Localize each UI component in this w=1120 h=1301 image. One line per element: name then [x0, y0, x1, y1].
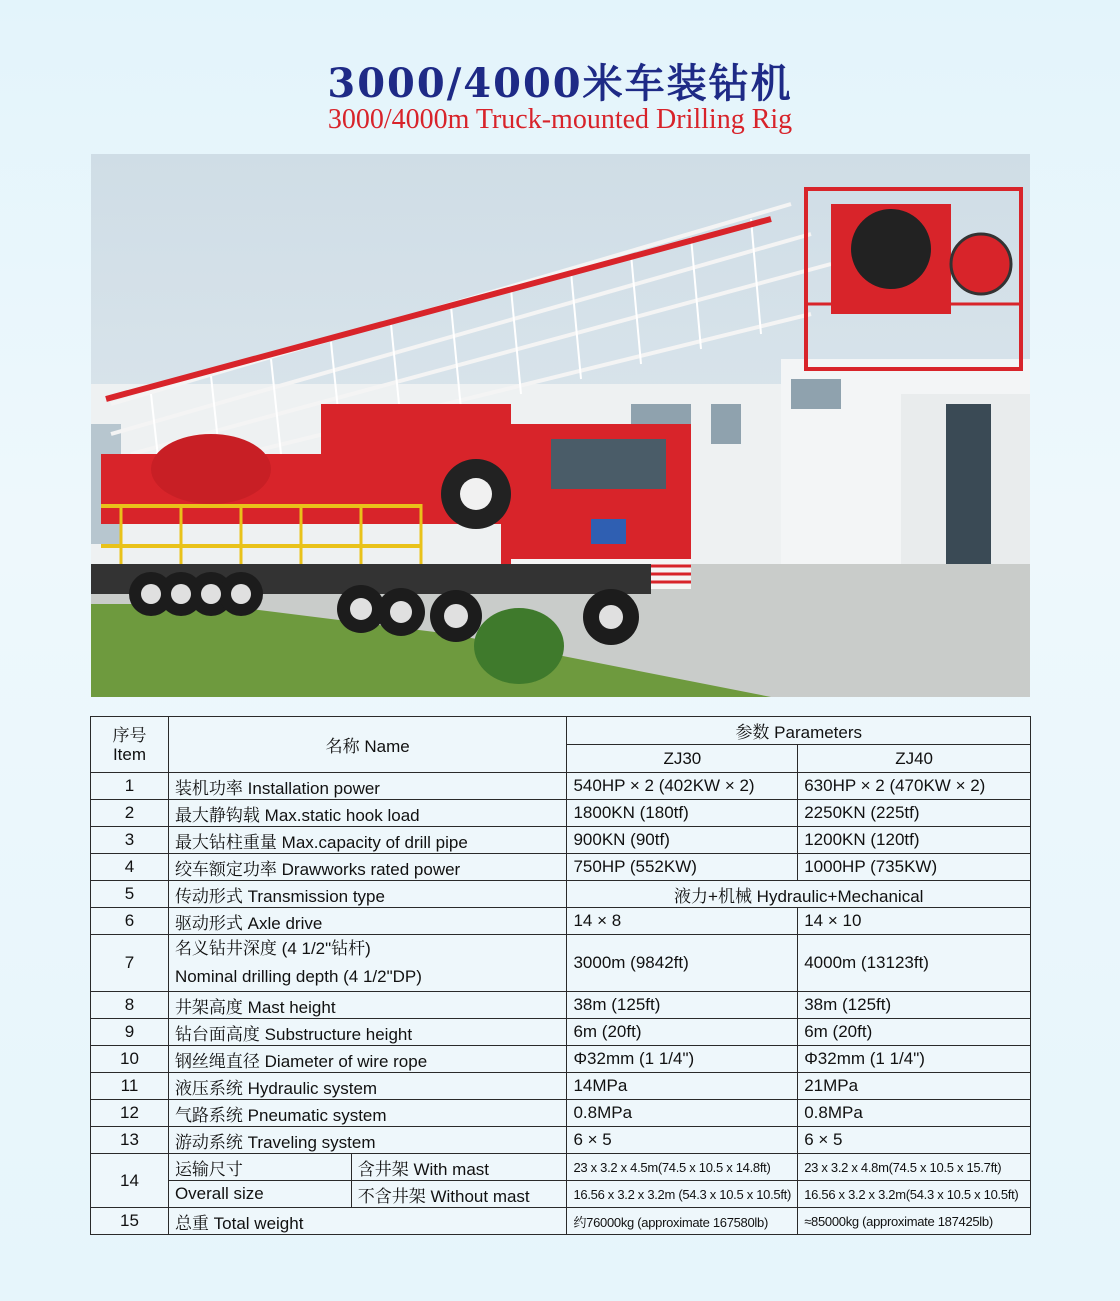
shared-value: 液力+机械 Hydraulic+Mechanical: [567, 881, 1031, 908]
row-number: 15: [91, 1208, 169, 1235]
row-name: 装机功率 Installation power: [168, 773, 567, 800]
row-number: 12: [91, 1100, 169, 1127]
row-name: 液压系统 Hydraulic system: [168, 1073, 567, 1100]
header-item-en: Item: [112, 744, 146, 764]
zj40-value: 6 × 5: [798, 1127, 1031, 1154]
page-title-english: 3000/4000m Truck-mounted Drilling Rig: [327, 104, 793, 135]
zj40-value: 2250KN (225tf): [798, 800, 1031, 827]
zj40-value: 1000HP (735KW): [798, 854, 1031, 881]
zj30-value: 540HP × 2 (402KW × 2): [567, 773, 798, 800]
row-number: 1: [91, 773, 169, 800]
zj40-value: 6m (20ft): [798, 1019, 1031, 1046]
row-name-cn: 名义钻井深度 (4 1/2"钻杆): [174, 939, 371, 958]
row-name: 气路系统 Pneumatic system: [168, 1100, 567, 1127]
row-name-en: Nominal drilling depth (4 1/2"DP): [174, 967, 422, 986]
row-name: 总重 Total weight: [168, 1208, 567, 1235]
table-row: [91, 1208, 1031, 1235]
zj30-value: 750HP (552KW): [567, 854, 798, 881]
table-row: [91, 854, 1031, 881]
zj30-value: 约76000kg (approximate 167580lb): [567, 1208, 798, 1235]
truck-rig-photo: [91, 154, 1030, 697]
table-row: [91, 1019, 1031, 1046]
zj30-value: 1800KN (180tf): [567, 800, 798, 827]
row-number: 4: [91, 854, 169, 881]
row-name-cn: 运输尺寸: [168, 1154, 351, 1181]
row-name: 钻台面高度 Substructure height: [168, 1019, 567, 1046]
subrow-with-mast: 含井架 With mast: [351, 1154, 567, 1181]
header-zj40: ZJ40: [798, 745, 1031, 773]
header-item-cell: [91, 717, 169, 773]
zj30-value: 900KN (90tf): [567, 827, 798, 854]
row-number: 11: [91, 1073, 169, 1100]
zj30-value: 14 × 8: [567, 908, 798, 935]
zj30-value: 14MPa: [567, 1073, 798, 1100]
zj40-value: 38m (125ft): [798, 992, 1031, 1019]
table-row: [91, 1100, 1031, 1127]
row-name-en: Overall size: [168, 1181, 351, 1208]
table-row: [91, 935, 1031, 992]
table-row: [91, 1154, 1031, 1181]
row-number: 5: [91, 881, 169, 908]
header-zj30: ZJ30: [567, 745, 798, 773]
page-title-chinese: 3000/4000米车装钻机: [327, 60, 793, 107]
zj30-value: 0.8MPa: [567, 1100, 798, 1127]
row-number: 10: [91, 1046, 169, 1073]
row-number: 9: [91, 1019, 169, 1046]
row-name: 钢丝绳直径 Diameter of wire rope: [168, 1046, 567, 1073]
zj40-value: 14 × 10: [798, 908, 1031, 935]
subrow-without-mast: 不含井架 Without mast: [351, 1181, 567, 1208]
row-name: 最大静钩载 Max.static hook load: [168, 800, 567, 827]
zj40-value: Φ32mm (1 1/4"): [798, 1046, 1031, 1073]
zj40-value: ≈85000kg (approximate 187425lb): [798, 1208, 1031, 1235]
zj30-value: 3000m (9842ft): [567, 935, 798, 992]
zj30-value: Φ32mm (1 1/4"): [567, 1046, 798, 1073]
table-row: [91, 881, 1031, 908]
zj40-value: 4000m (13123ft): [798, 935, 1031, 992]
row-name: 传动形式 Transmission type: [168, 881, 567, 908]
row-name: [168, 935, 567, 992]
header-name: 名称 Name: [168, 717, 567, 773]
row-name: 绞车额定功率 Drawworks rated power: [168, 854, 567, 881]
row-number: 3: [91, 827, 169, 854]
table-row: [91, 1127, 1031, 1154]
zj30-value: 16.56 x 3.2 x 3.2m (54.3 x 10.5 x 10.5ft): [567, 1181, 798, 1208]
row-number: 8: [91, 992, 169, 1019]
table-row: [91, 800, 1031, 827]
row-number: 14: [91, 1154, 169, 1208]
table-row: [91, 1046, 1031, 1073]
zj30-value: 6 × 5: [567, 1127, 798, 1154]
zj40-value: 23 x 3.2 x 4.8m(74.5 x 10.5 x 15.7ft): [798, 1154, 1031, 1181]
table-row: [91, 1181, 1031, 1208]
zj30-value: 38m (125ft): [567, 992, 798, 1019]
zj40-value: 1200KN (120tf): [798, 827, 1031, 854]
zj40-value: 16.56 x 3.2 x 3.2m(54.3 x 10.5 x 10.5ft): [798, 1181, 1031, 1208]
header-parameters: 参数 Parameters: [567, 717, 1031, 745]
zj30-value: 23 x 3.2 x 4.5m(74.5 x 10.5 x 14.8ft): [567, 1154, 798, 1181]
table-header-row: [91, 717, 1031, 745]
header-item-cn: 序号: [112, 725, 147, 745]
row-name: 最大钻柱重量 Max.capacity of drill pipe: [168, 827, 567, 854]
table-row: [91, 1073, 1031, 1100]
zj40-value: 0.8MPa: [798, 1100, 1031, 1127]
row-number: 13: [91, 1127, 169, 1154]
table-row: [91, 908, 1031, 935]
table-row: [91, 827, 1031, 854]
zj40-value: 630HP × 2 (470KW × 2): [798, 773, 1031, 800]
row-number: 7: [91, 935, 169, 992]
zj30-value: 6m (20ft): [567, 1019, 798, 1046]
row-name: 游动系统 Traveling system: [168, 1127, 567, 1154]
table-row: [91, 992, 1031, 1019]
row-number: 6: [91, 908, 169, 935]
parameters-table: [90, 716, 1031, 1235]
row-name: 井架高度 Mast height: [168, 992, 567, 1019]
zj40-value: 21MPa: [798, 1073, 1031, 1100]
row-name: 驱动形式 Axle drive: [168, 908, 567, 935]
row-number: 2: [91, 800, 169, 827]
table-row: [91, 773, 1031, 800]
